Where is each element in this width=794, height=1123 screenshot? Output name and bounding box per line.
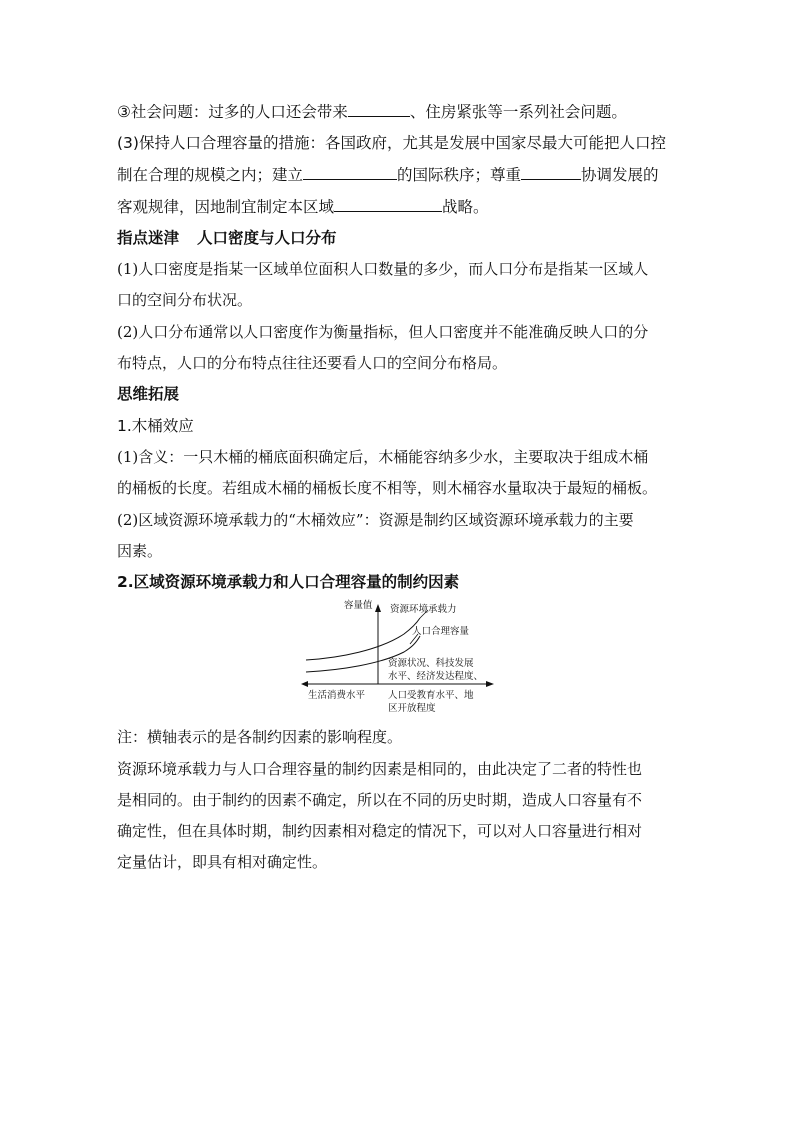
tip-item-1-line1: (1)人口密度是指某一区域单位面积人口数量的多少，而人口分布是指某一区域人 xyxy=(117,260,649,278)
closing-line-4: 定量估计，即具有相对确定性。 xyxy=(117,853,328,871)
paragraph-social-problems: ③社会问题：过多的人口还会带来 、住房紧张等一系列社会问题。 xyxy=(117,103,627,121)
tip-item-1-line2: 口的空间分布状况。 xyxy=(117,291,253,309)
right-factor-label-line2: 水平、经济发达程度、 xyxy=(388,671,484,682)
closing-line-3: 确定性，但在具体时期，制约因素相对稳定的情况下，可以对人口容量进行相对 xyxy=(117,822,643,840)
y-axis-label: 容量值 xyxy=(344,600,373,611)
fill-blank xyxy=(334,196,442,212)
paragraph-measures-line3: 客观规律，因地制宜制定本区域 战略。 xyxy=(117,198,489,216)
closing-line-2: 是相同的。由于制约的因素不确定，所以在不同的历史时期，造成人口容量有不 xyxy=(117,791,643,809)
right-factor-label-line1: 资源状况、科技发展 xyxy=(388,658,474,669)
curve-label-carrying-capacity: 资源环境承载力 xyxy=(390,604,457,615)
x-axis-left-arrow xyxy=(301,681,308,687)
section-2-title: 2.区域资源环境承载力和人口合理容量的制约因素 xyxy=(117,573,460,591)
extend-heading: 思维拓展 xyxy=(117,385,180,403)
curve-label-population-capacity: 人口合理容量 xyxy=(412,626,470,637)
x-axis-right-arrow xyxy=(486,681,494,687)
section-1-item-2-line2: 因素。 xyxy=(117,542,163,560)
fill-blank xyxy=(303,164,397,180)
tip-item-2-line2: 布特点，人口的分布特点往往还要看人口的空间分布格局。 xyxy=(117,354,508,372)
y-axis-arrow xyxy=(375,604,381,612)
section-1-item-1-line1: (1)含义：一只木桶的桶底面积确定后，木桶能容纳多少水，主要取决于组成木桶 xyxy=(117,448,649,466)
closing-line-1: 资源环境承载力与人口合理容量的制约因素是相同的，由此决定了二者的特性也 xyxy=(117,760,643,778)
fill-blank xyxy=(521,164,581,180)
section-1-item-1-line2: 的桶板的长度。若组成木桶的桶板长度不相等，则木桶容水量取决于最短的桶板。 xyxy=(117,479,658,497)
x-axis-left-label: 生活消费水平 xyxy=(308,690,366,701)
tip-item-2-line1: (2)人口分布通常以人口密度作为衡量指标，但人口密度并不能准确反映人口的分 xyxy=(117,323,649,341)
figure-note: 注：横轴表示的是各制约因素的影响程度。 xyxy=(117,728,403,746)
carrying-capacity-curve xyxy=(306,618,420,660)
fill-blank xyxy=(348,101,410,117)
tip-heading: 指点迷津 人口密度与人口分布 xyxy=(117,229,337,247)
paragraph-measures-line2: 制在合理的规模之内；建立 的国际秩序；尊重 协调发展的 xyxy=(117,166,659,184)
section-1-item-2-line1: (2)区域资源环境承载力的“木桶效应”：资源是制约区域资源环境承载力的主要 xyxy=(117,511,634,529)
constraint-factors-diagram xyxy=(300,598,520,718)
section-1-title: 1.木桶效应 xyxy=(117,417,194,435)
x-axis-right-label-line2: 区开放程度 xyxy=(388,703,436,714)
paragraph-measures-line1: (3)保持人口合理容量的措施：各国政府，尤其是发展中国家尽最大可能把人口控 xyxy=(117,134,666,152)
x-axis-right-label-line1: 人口受教育水平、地 xyxy=(388,690,474,701)
